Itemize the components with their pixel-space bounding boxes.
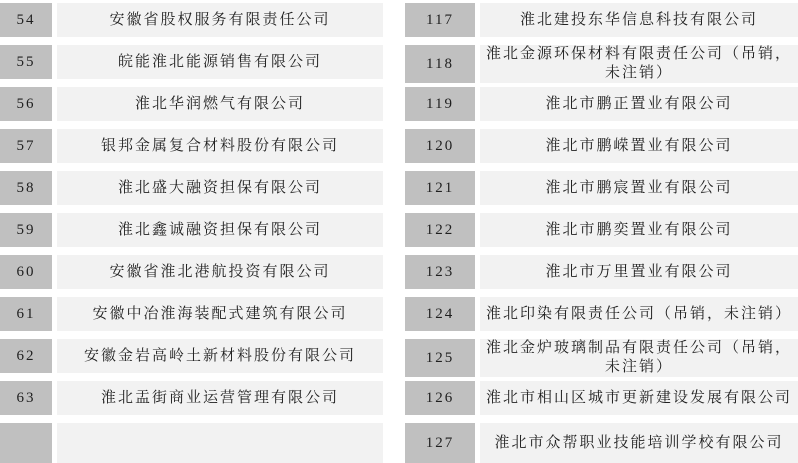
company-name-cell: 淮北市万里置业有限公司 bbox=[480, 255, 798, 289]
company-name-cell: 银邦金属复合材料股份有限公司 bbox=[57, 129, 383, 163]
row-number-cell: 56 bbox=[0, 87, 52, 121]
company-name-cell bbox=[57, 423, 383, 463]
table-row bbox=[405, 339, 798, 377]
row-number-cell: 123 bbox=[405, 255, 475, 289]
company-name-cell: 淮北市鹏奕置业有限公司 bbox=[480, 213, 798, 247]
table-row bbox=[0, 381, 383, 415]
table-right-half bbox=[405, 3, 798, 463]
row-number-cell: 122 bbox=[405, 213, 475, 247]
table-row bbox=[405, 213, 798, 247]
table-row bbox=[405, 381, 798, 415]
row-number-cell: 60 bbox=[0, 255, 52, 289]
row-number-cell: 126 bbox=[405, 381, 475, 415]
table-row bbox=[405, 297, 798, 331]
table-row bbox=[405, 45, 798, 83]
row-number-cell: 121 bbox=[405, 171, 475, 205]
row-number-cell: 57 bbox=[0, 129, 52, 163]
row-number-cell: 54 bbox=[0, 3, 52, 37]
row-number-cell bbox=[0, 423, 52, 463]
row-number-cell: 125 bbox=[405, 339, 475, 377]
company-name-cell: 淮北建投东华信息科技有限公司 bbox=[480, 3, 798, 37]
table-row bbox=[0, 171, 383, 205]
table-row bbox=[405, 423, 798, 463]
table-row bbox=[0, 45, 383, 79]
company-name-cell: 淮北市众帮职业技能培训学校有限公司 bbox=[480, 423, 798, 463]
company-name-cell: 淮北印染有限责任公司（吊销，未注销） bbox=[480, 297, 798, 331]
table-row bbox=[405, 171, 798, 205]
row-number-cell: 124 bbox=[405, 297, 475, 331]
table-row bbox=[405, 3, 798, 37]
company-name-cell: 安徽省淮北港航投资有限公司 bbox=[57, 255, 383, 289]
table-row bbox=[0, 3, 383, 37]
company-name-cell: 安徽中冶淮海装配式建筑有限公司 bbox=[57, 297, 383, 331]
row-number-cell: 118 bbox=[405, 45, 475, 83]
table-row bbox=[0, 297, 383, 331]
table-row bbox=[0, 255, 383, 289]
table-row bbox=[405, 87, 798, 121]
table-left-half bbox=[0, 3, 383, 463]
row-number-cell: 117 bbox=[405, 3, 475, 37]
company-name-cell: 淮北金炉玻璃制品有限责任公司（吊销，未注销） bbox=[480, 339, 798, 377]
row-number-cell: 62 bbox=[0, 339, 52, 373]
company-name-cell: 皖能淮北能源销售有限公司 bbox=[57, 45, 383, 79]
row-number-cell: 58 bbox=[0, 171, 52, 205]
table-row bbox=[0, 87, 383, 121]
company-name-cell: 淮北市相山区城市更新建设发展有限公司 bbox=[480, 381, 798, 415]
row-number-cell: 119 bbox=[405, 87, 475, 121]
company-name-cell: 淮北鑫诚融资担保有限公司 bbox=[57, 213, 383, 247]
company-name-cell: 安徽金岩高岭土新材料股份有限公司 bbox=[57, 339, 383, 373]
row-number-cell: 63 bbox=[0, 381, 52, 415]
row-number-cell: 61 bbox=[0, 297, 52, 331]
table-row bbox=[0, 339, 383, 373]
table-row bbox=[0, 213, 383, 247]
company-name-cell: 淮北盂街商业运营管理有限公司 bbox=[57, 381, 383, 415]
company-name-cell: 淮北市鹏宸置业有限公司 bbox=[480, 171, 798, 205]
table-row bbox=[405, 129, 798, 163]
company-name-cell: 淮北市鹏嵘置业有限公司 bbox=[480, 129, 798, 163]
company-name-cell: 安徽省股权服务有限责任公司 bbox=[57, 3, 383, 37]
table-row bbox=[0, 423, 383, 463]
row-number-cell: 55 bbox=[0, 45, 52, 79]
row-number-cell: 59 bbox=[0, 213, 52, 247]
row-number-cell: 127 bbox=[405, 423, 475, 463]
company-name-cell: 淮北金源环保材料有限责任公司（吊销，未注销） bbox=[480, 45, 798, 83]
table-row bbox=[405, 255, 798, 289]
table-row bbox=[0, 129, 383, 163]
company-name-cell: 淮北盛大融资担保有限公司 bbox=[57, 171, 383, 205]
company-name-cell: 淮北市鹏正置业有限公司 bbox=[480, 87, 798, 121]
row-number-cell: 120 bbox=[405, 129, 475, 163]
company-name-cell: 淮北华润燃气有限公司 bbox=[57, 87, 383, 121]
